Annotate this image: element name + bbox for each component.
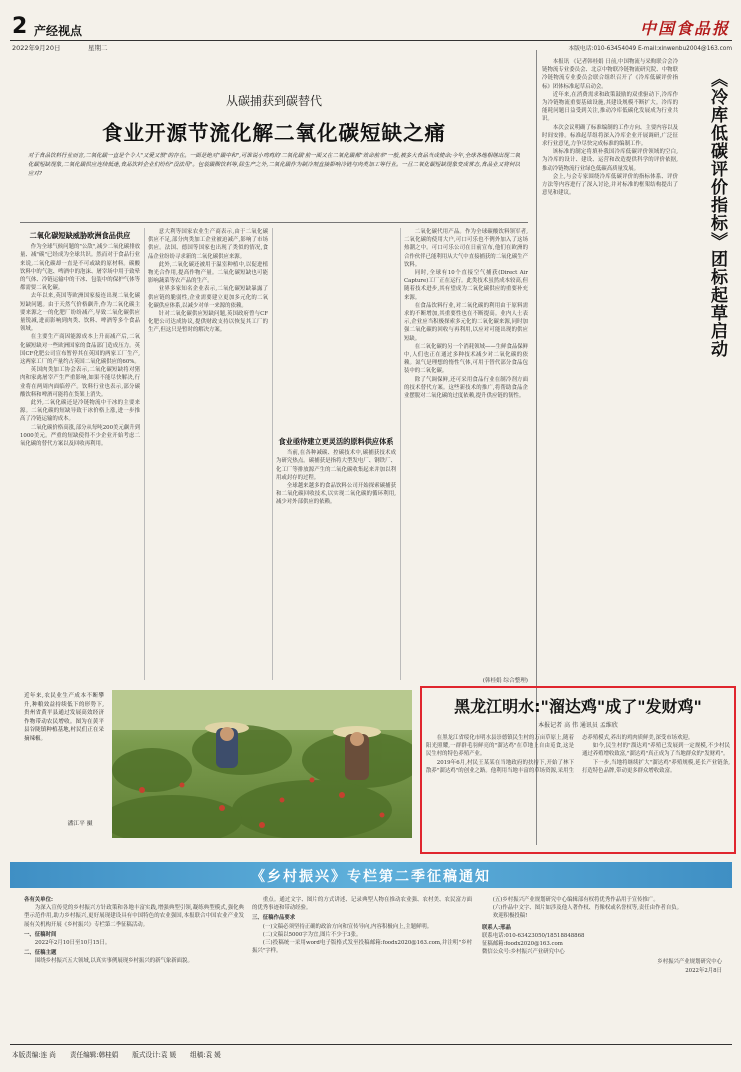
notice-heading: 三、征稿作品要求 [252, 915, 296, 922]
notice-contact: 联系人:邢晶 [482, 924, 511, 931]
notice-date: 2022年2月8日 [685, 967, 722, 974]
notice-contact: 微信公众号:乡村振兴产业研究中心 [482, 949, 565, 956]
paragraph: 二氧化碳代用产品。作为全球碳酸饮料领军者,二氧化碳的使用大户,可口可乐也不例外加入了这场热潮之中。可口可乐公司在日前宣布,他们在欧洲的合作伙伴已能利用从大气中直接捕获的二氧化碳生产饮料。 [404, 229, 528, 268]
footer-item: 责任编辑:韩桂娟 [69, 1051, 119, 1059]
page-number: 2 [12, 14, 28, 39]
notice-line: 各有关单位: [24, 897, 53, 903]
submission-banner [10, 862, 732, 888]
news-photo [112, 690, 412, 838]
main-byline: (韩桂娟 综合整理) [482, 678, 528, 684]
newspaper-brand: 中国食品报 [640, 19, 731, 38]
photo-caption: 近年来,农民业生产成本不断攀升,种粮效益持续低下的形势下,贵州省黄平县通过发展高效经济作物带动农民增收。图为在黄平县谷陇镇种植基地,村民们正在采摘辣椒。 [24, 693, 104, 742]
main-column-3 [276, 228, 396, 686]
paragraph: 如今,民生村的"溜达鸡"养殖已发展到一定规模,不少村民通过养殖增收致富,"溜达鸡"真正成为了当地群众的"发财鸡"。 [582, 743, 730, 758]
notice-line: 欢迎积极投稿! [492, 913, 528, 920]
paragraph: 本报讯 《记者韩桂娟 日前,中国物流与采购联合会冷链物流专业委员会、北京中物联冷链物流研究院、中物联冷链物流专业委员会联合组织召开了《冷库低碳评价指标》团体标准起草启动会。 [542, 59, 678, 90]
main-column-4 [404, 228, 528, 674]
paragraph: 此外,二氧化碳还被用于温室种植中,以促进植物光合作用,提高作物产量。二氧化碳短缺也可能影响蔬菜等农产品的生产。 [148, 261, 268, 285]
paragraph: 业界多家知名企业表示,二氧化碳短缺暴露了供应链的脆弱性,企业需要建立更加多元化的二氧化碳供应体系,以减少对单一来源的依赖。 [148, 286, 268, 309]
notice-heading: 一、征稿时间 [24, 931, 57, 938]
paragraph: 在二氧化碳的另一个消耗领域——生鲜食品保鲜中,人们也正在通过多种技术减少对二氧化碳的依赖。氮气是理想的惰性气体,可用于替代部分食品包装中的二氧化碳。 [404, 343, 528, 375]
main-column-1 [20, 228, 140, 686]
notice-line: (一)文稿必须坚持正确的政治方向和宣传导向,内容积极向上,主题鲜明。 [262, 923, 433, 930]
feature-byline: 本报记者 高 伟 通讯员 孟维欣 [538, 722, 618, 729]
paragraph: 针对二氧化碳供应短缺问题,英国政府曾与CF化肥公司达成协议,提供财政支持以恢复其工厂的生产,但这只是暂时的解决方案。 [148, 311, 268, 334]
main-kicker: 从碳捕获到碳替代 [225, 94, 322, 108]
notice-column-2 [252, 896, 472, 1026]
main-headline: 食业开源节流化解二氧化碳短缺之痛 [102, 121, 446, 145]
notice-line: (三)投稿统一采用word电子版格式发至投稿邮箱:foodx2020@163.com,并注明"乡村振兴"字样。 [252, 940, 472, 955]
feature-text [426, 734, 730, 848]
paragraph: 去年以来,英国等欧洲国家接连出现二氧化碳短缺问题。由于天然气价格飙升,作为二氧化碳主要来源之一的化肥厂纷纷减产,导致二氧化碳供应量锐减,进而影响到肉类、饮料、啤酒等多个食品领域。 [20, 293, 140, 333]
notice-line: (六)作品中文字、图片如涉及他人著作权、肖像权或名誉权等,责任由作者自负。 [492, 905, 682, 912]
paragraph: 会上,与会专家围绕冷库低碳评价的指标体系、评价方法等内容进行了深入讨论,并对标准的框架结构提出了意见和建议。 [542, 173, 678, 197]
footer-bar [12, 1049, 732, 1063]
notice-contact: 征稿邮箱:foodx2020@163.com [482, 941, 563, 948]
banner-title: 《乡村振兴》专栏第二季征稿通知 [251, 869, 491, 885]
masthead [0, 0, 741, 54]
paragraph: 全球越来越多的食品饮料公司开始探索碳捕获和二氧化碳回收技术,以实现二氧化碳的循环利用,减少对外部供应的依赖。 [276, 483, 396, 506]
notice-column-1 [24, 896, 244, 1026]
paragraph: 2019年6月,村民王某某在当地政府的扶持下,开始了林下散养"溜达鸡"的创业之路。他利用当地丰富的草场资源,采用生态养殖模式,养出的鸡肉质鲜美,深受市场欢迎。 [426, 735, 694, 774]
notice-column-3 [482, 896, 722, 1032]
issue-weekday: 星期二 [88, 44, 108, 52]
right-vertical-title: 《冷库低碳评价指标》团标起草启动 [707, 70, 727, 358]
notice-line: (二)文稿以5000字为宜,图片不少于3张。 [262, 931, 362, 938]
paragraph: 近年来,在消费需求和政策鼓励的双重驱动下,冷库作为冷链物流重要基础设施,其建设规模不断扩大。冷库的能耗问题日益受到关注,推动冷库低碳化发展成为行业共识。 [542, 91, 678, 123]
paragraph: 在黑龙江省绥化市明水县崇德镇民生村的万亩草原上,随着阳光照耀,一群群毛羽鲜亮的"溜达鸡"在草地上自由觅食,这是民生村的特色养殖产业。 [426, 735, 574, 758]
paragraph: 意大利等国家农业生产商表示,由于二氧化碳供应不足,部分肉类加工企业被迫减产,影响了市场供应。法国、德国等国家也出现了类似的情况,食品企业纷纷寻求新的二氧化碳供应来源。 [148, 229, 268, 260]
contact-info: 本版电话:010-63454049 E-mail:xinwenbu2004@163.com [568, 46, 732, 52]
notice-contact: 联系电话:010-63423050/18518848868 [482, 932, 585, 939]
paragraph: 作为全球气候问题的"公敌",减少二氧化碳排放量、减"碳"已经成为全球共识。然而对于食品行业来说,二氧化碳却一直是不可或缺的原材料。碳酸饮料中的气泡、啤酒中的泡沫、屠宰场中用于致晕的气体、冷链运输中的干冰、包装中的保护气体等都需要二氧化碳。 [20, 244, 140, 292]
issue-date: 2022年9月20日 [12, 44, 61, 52]
footer-item: 组稿:袁 媛 [190, 1051, 221, 1059]
notice-line: 2022年2月10日至10月15日。 [34, 940, 111, 947]
notice-heading: 二、征稿主题 [24, 950, 57, 957]
notice-line: 为深入宣传党的乡村振兴方针政策和各地丰富实践,增强典型引领,凝练典型模式,强化典型示范作用,助力乡村振兴,更好展现建设具有中国特色的农业强国,本报联合中国农业产业发展有关机构开展《乡村振兴》专栏第二季征稿活动。 [24, 905, 244, 928]
footer-item: 版式设计:袁 媛 [132, 1051, 177, 1059]
paragraph: 当前,在各种减碳、控碳技术中,碳捕获技术成为研究热点。碳捕获是指将大型发电厂、钢铁厂、化工厂等排放源产生的二氧化碳收集起来并加以利用或封存的过程。 [276, 450, 396, 481]
section-title: 二氧化碳短缺威胁欧洲食品供应 [29, 231, 131, 240]
footer-item: 本版责编:连 尚 [12, 1051, 56, 1059]
notice-line: (五)乡村振兴产业规划研究中心编辑部有权将优秀作品用于宣传推广。 [492, 897, 659, 903]
section-name: 产经视点 [34, 24, 83, 38]
paragraph: 此外,二氧化碳还是冷链物流中干冰的主要来源。二氧化碳的短缺导致干冰价格上涨,进一步推高了冷链运输的成本。 [20, 400, 140, 423]
paragraph: 二氧化碳价格高涨,部分从每吨200美元飙升到1000美元。严重的短缺使得不少企业开始考虑二氧化碳的替代方案以及回收再利用。 [20, 424, 140, 448]
feature-title: 黑龙江明水:"溜达鸡"成了"发财鸡" [454, 697, 702, 716]
paragraph: 本次会议明确了标准编制的工作方向、主要内容以及时间安排。标准起草组将深入冷库企业开展调研,广泛征求行业意见,力争尽快完成标准的编制工作。 [542, 124, 678, 148]
paragraph: 同时,全球有10个直接空气捕获(Direct Air Capture)工厂正在运行。此类技术虽然成本较高,但随着技术进步,其有望成为二氧化碳供应的重要补充来源。 [404, 270, 528, 301]
paragraph: 除了气调保鲜,还可采用食品行业在制冷剂方面的技术替代方案。这些新技术的推广,将帮助食品企业摆脱对二氧化碳的过度依赖,提升供应链的韧性。 [404, 376, 528, 400]
section-title: 食业亟待建立更灵活的原料供应体系 [278, 437, 394, 446]
main-column-2 [148, 228, 268, 686]
photo-credit: 潘江平 摄 [67, 821, 93, 827]
paragraph: 英国肉类加工协会表示,二氧化碳短缺将对猪肉和家禽屠宰产生严重影响,如果不能尽快解决,行业将在两周内面临停产。饮料行业也表示,部分碳酸饮料和啤酒可能将在货架上消失。 [20, 367, 140, 398]
notice-signature: 乡村振兴产业规划研究中心 [657, 959, 722, 966]
paragraph: 在食品饮料行业,对二氧化碳的利用由于原料需求的不断增加,其重要性也在不断提高。业内人士表示,企业应当积极探索多元化的二氧化碳来源,同时加强二氧化碳的回收与再利用,以应对可能出现的供应短缺。 [404, 302, 528, 342]
farm-scene-image [112, 690, 412, 838]
paragraph: 该标准的制定将填补我国冷库低碳评价领域的空白,为冷库的设计、建设、运营和改造提供科学的评价依据,推动冷链物流行业绿色低碳高质量发展。 [542, 149, 678, 172]
notice-line: 重点。通过文字、图片的方式讲述、记录典型人物在推动农业强、农村美、农民富方面的优秀事迹和带动经验。 [252, 897, 472, 912]
paragraph: 在主要生产商因能源成本上升而减产后,二氧化碳短缺对一些欧洲国家的食品部门造成压力。英国CF化肥公司宣布暂停其在英国的两家工厂生产,这两家工厂的产量约占英国二氧化碳供应的60%。 [20, 334, 140, 366]
notice-line: 围绕乡村振兴五大领域,以真实事例展现乡村振兴的新气象新面貌。 [34, 958, 193, 965]
paragraph: 下一步,当地将继续扩大"溜达鸡"养殖规模,延长产业链条,打造特色品牌,带动更多群众增收致富。 [582, 759, 730, 774]
main-lead: 对于食品饮料行业而言,二氧化碳一直是个令人"又爱又恨"的存在。一面是绝对"碳中和",可谁说小鸡鸡的'二氧化碳'前一面又在二氧化碳都"效命前率"一般,被多大食品当成使命;今年,全球各地相继出现二氧化碳短缺现象,二氧化碳供应连续低迷,食品饮料企业们纷纷"没法用"。包装碳酸饮料等,除生产之外,二氧化碳作为制冷剂直接影响冷链与肉类加工等行业。一旦二氧化碳短缺现象变成常态,食品业又将何以应对? [28, 153, 520, 178]
